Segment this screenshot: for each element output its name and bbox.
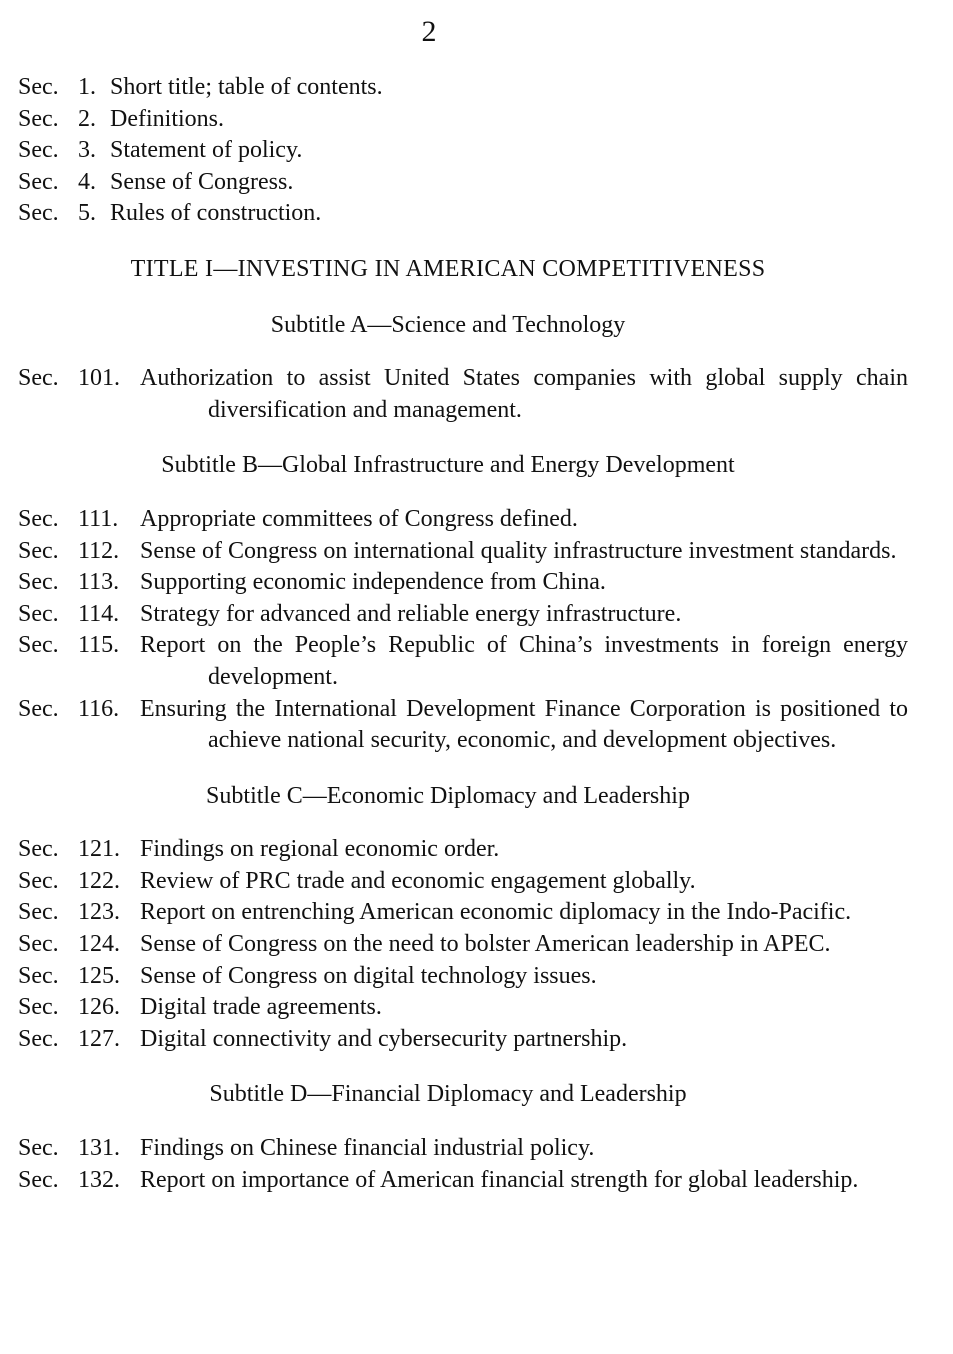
sec-label: Sec. — [18, 867, 59, 894]
sec-number: 127. — [78, 1025, 120, 1052]
sec-number: 3. — [78, 137, 96, 164]
page-number: 2 — [421, 15, 437, 48]
sec-number: 5. — [78, 200, 96, 227]
sec-label: Sec. — [18, 505, 59, 532]
sec-title: Rules of construction. — [110, 200, 322, 227]
sec-title: Short title; table of contents. — [110, 74, 383, 100]
subtitle-heading: Subtitle B—Global Infrastructure and Energy Development — [161, 452, 735, 479]
sec-title: Sense of Congress on digital technology issues. — [140, 962, 597, 989]
sec-number: 113. — [78, 569, 120, 596]
toc-entry — [18, 834, 908, 866]
sec-title: Appropriate committees of Congress defined. — [140, 505, 578, 532]
subtitle-d-sections — [18, 1133, 908, 1196]
toc-entry — [18, 104, 908, 136]
toc-entry — [18, 694, 908, 757]
sec-label: Sec. — [18, 994, 59, 1021]
sec-number: 122. — [78, 867, 120, 894]
sec-number: 111. — [78, 505, 119, 532]
sec-number: 131. — [78, 1135, 120, 1162]
intro-sections — [18, 72, 908, 230]
sec-label: Sec. — [18, 569, 59, 596]
sec-label: Sec. — [18, 105, 59, 132]
sec-title: Review of PRC trade and economic engagement globally. — [140, 867, 696, 894]
toc-entry — [18, 961, 908, 993]
subtitle-a-sections — [18, 363, 908, 426]
sec-label: Sec. — [18, 962, 59, 989]
sec-number: 114. — [78, 600, 120, 627]
sec-title: Report on the People’s Republic of China’s investments in foreign energy development. — [140, 632, 908, 690]
sec-number: 124. — [78, 931, 120, 958]
subtitle-heading: Subtitle C—Economic Diplomacy and Leadership — [206, 782, 690, 809]
toc-entry — [18, 198, 908, 230]
sec-label: Sec. — [18, 200, 59, 227]
toc-entry — [18, 929, 908, 961]
toc-entry — [18, 167, 908, 199]
toc-entry — [18, 992, 908, 1024]
sec-number: 126. — [78, 994, 120, 1021]
subtitle-c-sections — [18, 834, 908, 1055]
toc-entry — [18, 630, 908, 693]
toc-entry — [18, 536, 908, 568]
sec-title: Findings on Chinese financial industrial policy. — [140, 1135, 595, 1162]
sec-label: Sec. — [18, 836, 59, 863]
toc-entry — [18, 72, 908, 104]
sec-label: Sec. — [18, 537, 59, 564]
sec-label: Sec. — [18, 74, 59, 100]
sec-number: 115. — [78, 632, 120, 659]
toc-entry — [18, 866, 908, 898]
sec-number: 1. — [78, 74, 96, 100]
sec-title: Report on entrenching American economic diplomacy in the Indo-Pacific. — [140, 899, 852, 926]
subtitle-heading: Subtitle D—Financial Diplomacy and Leadership — [209, 1081, 687, 1108]
sec-label: Sec. — [18, 695, 59, 722]
toc-entry — [18, 1165, 908, 1197]
sec-title: Ensuring the International Development Finance Corporation is positioned to achieve national security, economic, and development objectives. — [140, 695, 908, 754]
sec-title: Digital connectivity and cybersecurity partnership. — [140, 1025, 628, 1052]
sec-title: Digital trade agreements. — [140, 994, 382, 1021]
sec-title: Authorization to assist United States companies with global supply chain diversification and management. — [140, 365, 908, 423]
sec-number: 116. — [78, 695, 120, 722]
sec-label: Sec. — [18, 1025, 59, 1052]
sec-title: Strategy for advanced and reliable energy infrastructure. — [140, 600, 682, 627]
sec-number: 125. — [78, 962, 120, 989]
sec-title: Supporting economic independence from China. — [140, 569, 606, 596]
toc-entry — [18, 599, 908, 631]
toc-entry — [18, 1024, 908, 1056]
toc-entry — [18, 363, 908, 426]
subtitle-b-sections — [18, 504, 908, 757]
sec-label: Sec. — [18, 600, 59, 627]
sec-number: 123. — [78, 899, 120, 926]
sec-label: Sec. — [18, 1166, 59, 1193]
sec-number: 121. — [78, 836, 120, 863]
sec-label: Sec. — [18, 168, 59, 195]
toc-entry — [18, 567, 908, 599]
subtitle-heading: Subtitle A—Science and Technology — [270, 311, 626, 338]
sec-label: Sec. — [18, 931, 59, 958]
sec-title: Sense of Congress. — [110, 168, 294, 195]
sec-number: 4. — [78, 168, 96, 195]
title-heading: TITLE I—INVESTING IN AMERICAN COMPETITIVENESS — [130, 255, 766, 282]
sec-number: 2. — [78, 105, 96, 132]
sec-label: Sec. — [18, 1135, 59, 1162]
toc-entry — [18, 135, 908, 167]
toc-entry — [18, 504, 908, 536]
sec-title: Sense of Congress on international quality infrastructure investment standards. — [140, 537, 897, 564]
sec-number: 112. — [78, 537, 120, 564]
sec-title: Report on importance of American financial strength for global leadership. — [140, 1166, 859, 1193]
toc-entry — [18, 1133, 908, 1165]
sec-label: Sec. — [18, 632, 59, 659]
sec-title: Statement of policy. — [110, 137, 303, 164]
table-of-contents — [18, 72, 908, 1196]
sec-label: Sec. — [18, 137, 59, 164]
sec-number: 101. — [78, 365, 120, 392]
sec-label: Sec. — [18, 899, 59, 926]
sec-number: 132. — [78, 1166, 120, 1193]
sec-title: Sense of Congress on the need to bolster American leadership in APEC. — [140, 931, 831, 958]
sec-label: Sec. — [18, 365, 59, 392]
toc-entry — [18, 897, 908, 929]
sec-title: Definitions. — [110, 105, 224, 132]
sec-title: Findings on regional economic order. — [140, 836, 500, 863]
